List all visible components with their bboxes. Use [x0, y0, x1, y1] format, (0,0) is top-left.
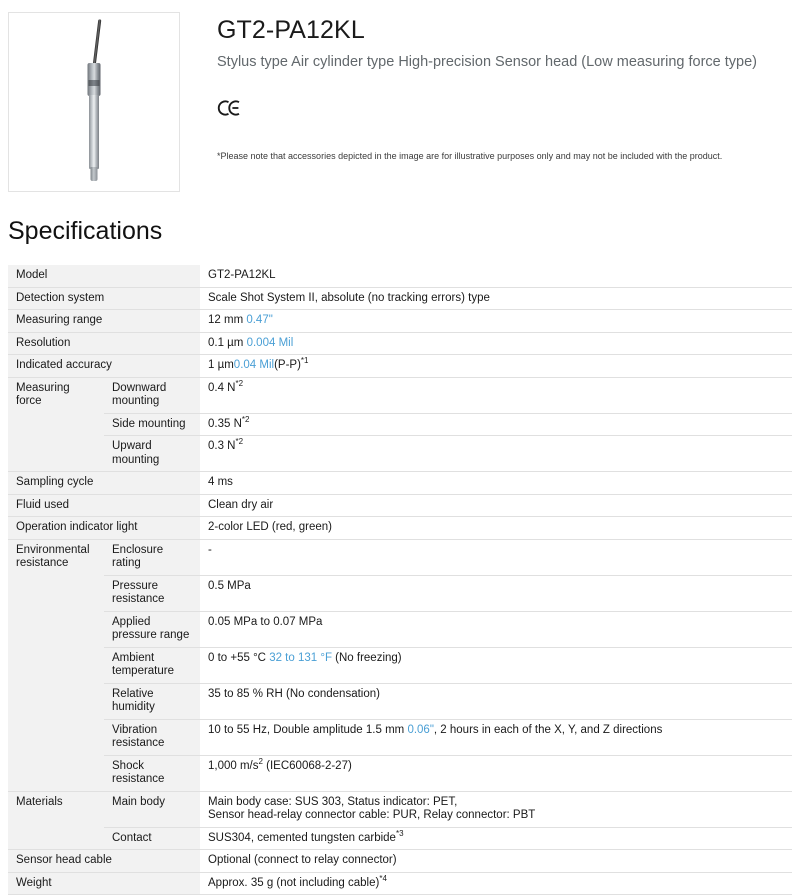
table-row [8, 647, 792, 683]
metric-value: 0.35 N [208, 417, 242, 430]
spec-sub-label: Downward mounting [104, 377, 200, 413]
metric-value: 0.5 MPa [208, 579, 251, 592]
footnote-marker: *2 [235, 437, 244, 447]
product-info [180, 12, 792, 162]
spec-value [200, 517, 792, 540]
spec-value [200, 310, 792, 333]
metric-value: (IEC60068-2-27) [262, 759, 352, 772]
spec-value [200, 472, 792, 495]
spec-sub-label: Relative humidity [104, 683, 200, 719]
spec-value [200, 494, 792, 517]
table-row [8, 377, 792, 413]
spec-value [200, 332, 792, 355]
footnote-marker: *3 [395, 828, 404, 838]
metric-value: Main body case: SUS 303, Status indicator: PET, [208, 795, 458, 808]
table-row [8, 355, 792, 378]
metric-value: Approx. 35 g (not including cable) [208, 876, 380, 889]
table-row [8, 494, 792, 517]
metric-value: Optional (connect to relay connector) [208, 854, 397, 866]
spec-sub-label: Ambient temperature [104, 647, 200, 683]
table-row [8, 413, 792, 436]
metric-value: 1,000 m/s [208, 759, 259, 772]
footnote-marker: *2 [241, 414, 250, 424]
spec-value [200, 850, 792, 873]
specifications-table [8, 265, 792, 895]
specifications-heading: Specifications [8, 217, 163, 245]
table-row [8, 791, 792, 827]
metric-value: GT2-PA12KL [208, 269, 276, 281]
product-image [8, 12, 180, 192]
spec-label: Materials [8, 791, 104, 850]
metric-value: 0.4 N [208, 381, 236, 394]
table-row [8, 755, 792, 791]
spec-sub-label: Side mounting [104, 413, 200, 436]
metric-value: Scale Shot System II, absolute (no tracking errors) type [208, 291, 490, 304]
spec-value [200, 265, 792, 287]
imperial-value: 0.004 Mil [246, 336, 294, 349]
imperial-value: 0.04 Mil [233, 359, 275, 371]
table-row [8, 539, 792, 575]
spec-sub-label: Upward mounting [104, 436, 200, 472]
metric-value: (P-P) [274, 359, 301, 371]
probe-cable-icon [93, 19, 102, 67]
footnote-marker: *2 [235, 378, 244, 388]
spec-value [200, 413, 792, 436]
product-subtitle: Stylus type Air cylinder type High-precision Sensor head (Low measuring force type) [217, 54, 757, 70]
spec-sub-label: Vibration resistance [104, 719, 200, 755]
spec-label: Indicated accuracy [8, 355, 200, 378]
imperial-value: 0.06" [407, 723, 434, 736]
spec-label: Operation indicator light [8, 517, 200, 540]
metric-value: 0.05 MPa to 0.07 MPa [208, 615, 323, 628]
spec-value [200, 683, 792, 719]
spec-value [200, 355, 792, 378]
spec-sub-label: Shock resistance [104, 755, 200, 791]
spec-sub-label: Enclosure rating [104, 539, 200, 575]
probe-collar-icon [88, 63, 101, 96]
product-header [0, 0, 800, 192]
metric-value: 0.3 N [208, 440, 236, 452]
table-row [8, 472, 792, 495]
table-row [8, 872, 792, 895]
spec-sub-label: Contact [104, 827, 200, 850]
spec-value [200, 611, 792, 647]
table-row [8, 517, 792, 540]
metric-value: 0.1 µm [208, 336, 247, 349]
table-row [8, 575, 792, 611]
metric-value: 35 to 85 % RH (No condensation) [208, 687, 380, 700]
spec-label: Model [8, 265, 200, 287]
spec-label: Fluid used [8, 494, 200, 517]
spec-label: Sampling cycle [8, 472, 200, 495]
imperial-value: 32 to 131 °F [269, 651, 332, 664]
spec-value [200, 436, 792, 472]
specifications-table-body [8, 265, 792, 895]
product-disclaimer: *Please note that accessories depicted in the image are for illustrative purposes only and may not be included with the product. [217, 151, 723, 161]
spec-value [200, 719, 792, 755]
table-row [8, 827, 792, 850]
spec-value [200, 827, 792, 850]
spec-label: Resolution [8, 332, 200, 355]
metric-value: 10 to 55 Hz, Double amplitude 1.5 mm [208, 723, 408, 736]
certification-row [217, 98, 784, 122]
footnote-marker: 2 [258, 756, 263, 766]
metric-value: 4 ms [208, 476, 233, 488]
spec-sub-label: Main body [104, 791, 200, 827]
spec-label: Detection system [8, 287, 200, 310]
metric-value: Sensor head-relay connector cable: PUR, Relay connector: PBT [208, 809, 536, 821]
spec-value [200, 539, 792, 575]
table-row [8, 719, 792, 755]
metric-value: (No freezing) [331, 651, 402, 664]
spec-sub-label: Pressure resistance [104, 575, 200, 611]
table-row [8, 265, 792, 287]
spec-value [200, 287, 792, 310]
metric-value: Clean dry air [208, 498, 274, 511]
ce-mark-icon [217, 98, 247, 118]
metric-value: 0 to +55 °C [208, 651, 270, 664]
table-row [8, 611, 792, 647]
spec-value [200, 791, 792, 827]
spec-label: Environmental resistance [8, 539, 104, 791]
footnote-marker: *4 [379, 873, 387, 883]
spec-value [200, 647, 792, 683]
table-row [8, 332, 792, 355]
metric-value: , 2 hours in each of the X, Y, and Z directions [433, 723, 663, 736]
spec-label: Measuring range [8, 310, 200, 333]
probe-body-icon [89, 95, 99, 169]
spec-label: Weight [8, 872, 200, 895]
spec-value [200, 872, 792, 895]
table-row [8, 287, 792, 310]
spec-value [200, 575, 792, 611]
table-row [8, 850, 792, 873]
table-row [8, 436, 792, 472]
metric-value: SUS304, cemented tungsten carbide [208, 831, 396, 844]
metric-value: 2-color LED (red, green) [208, 521, 332, 533]
table-row [8, 683, 792, 719]
table-row [8, 310, 792, 333]
product-title: GT2-PA12KL [217, 16, 365, 44]
spec-label: Sensor head cable [8, 850, 200, 873]
footnote-marker: *1 [300, 356, 309, 366]
spec-sub-label: Applied pressure range [104, 611, 200, 647]
imperial-value: 0.47" [246, 314, 273, 326]
metric-value: 12 mm [208, 314, 247, 326]
spec-value [200, 755, 792, 791]
spec-label: Measuring force [8, 377, 104, 472]
probe-tip-icon [91, 167, 98, 181]
spec-value [200, 377, 792, 413]
metric-value: 1 µm [208, 359, 234, 371]
metric-value: - [208, 543, 212, 556]
